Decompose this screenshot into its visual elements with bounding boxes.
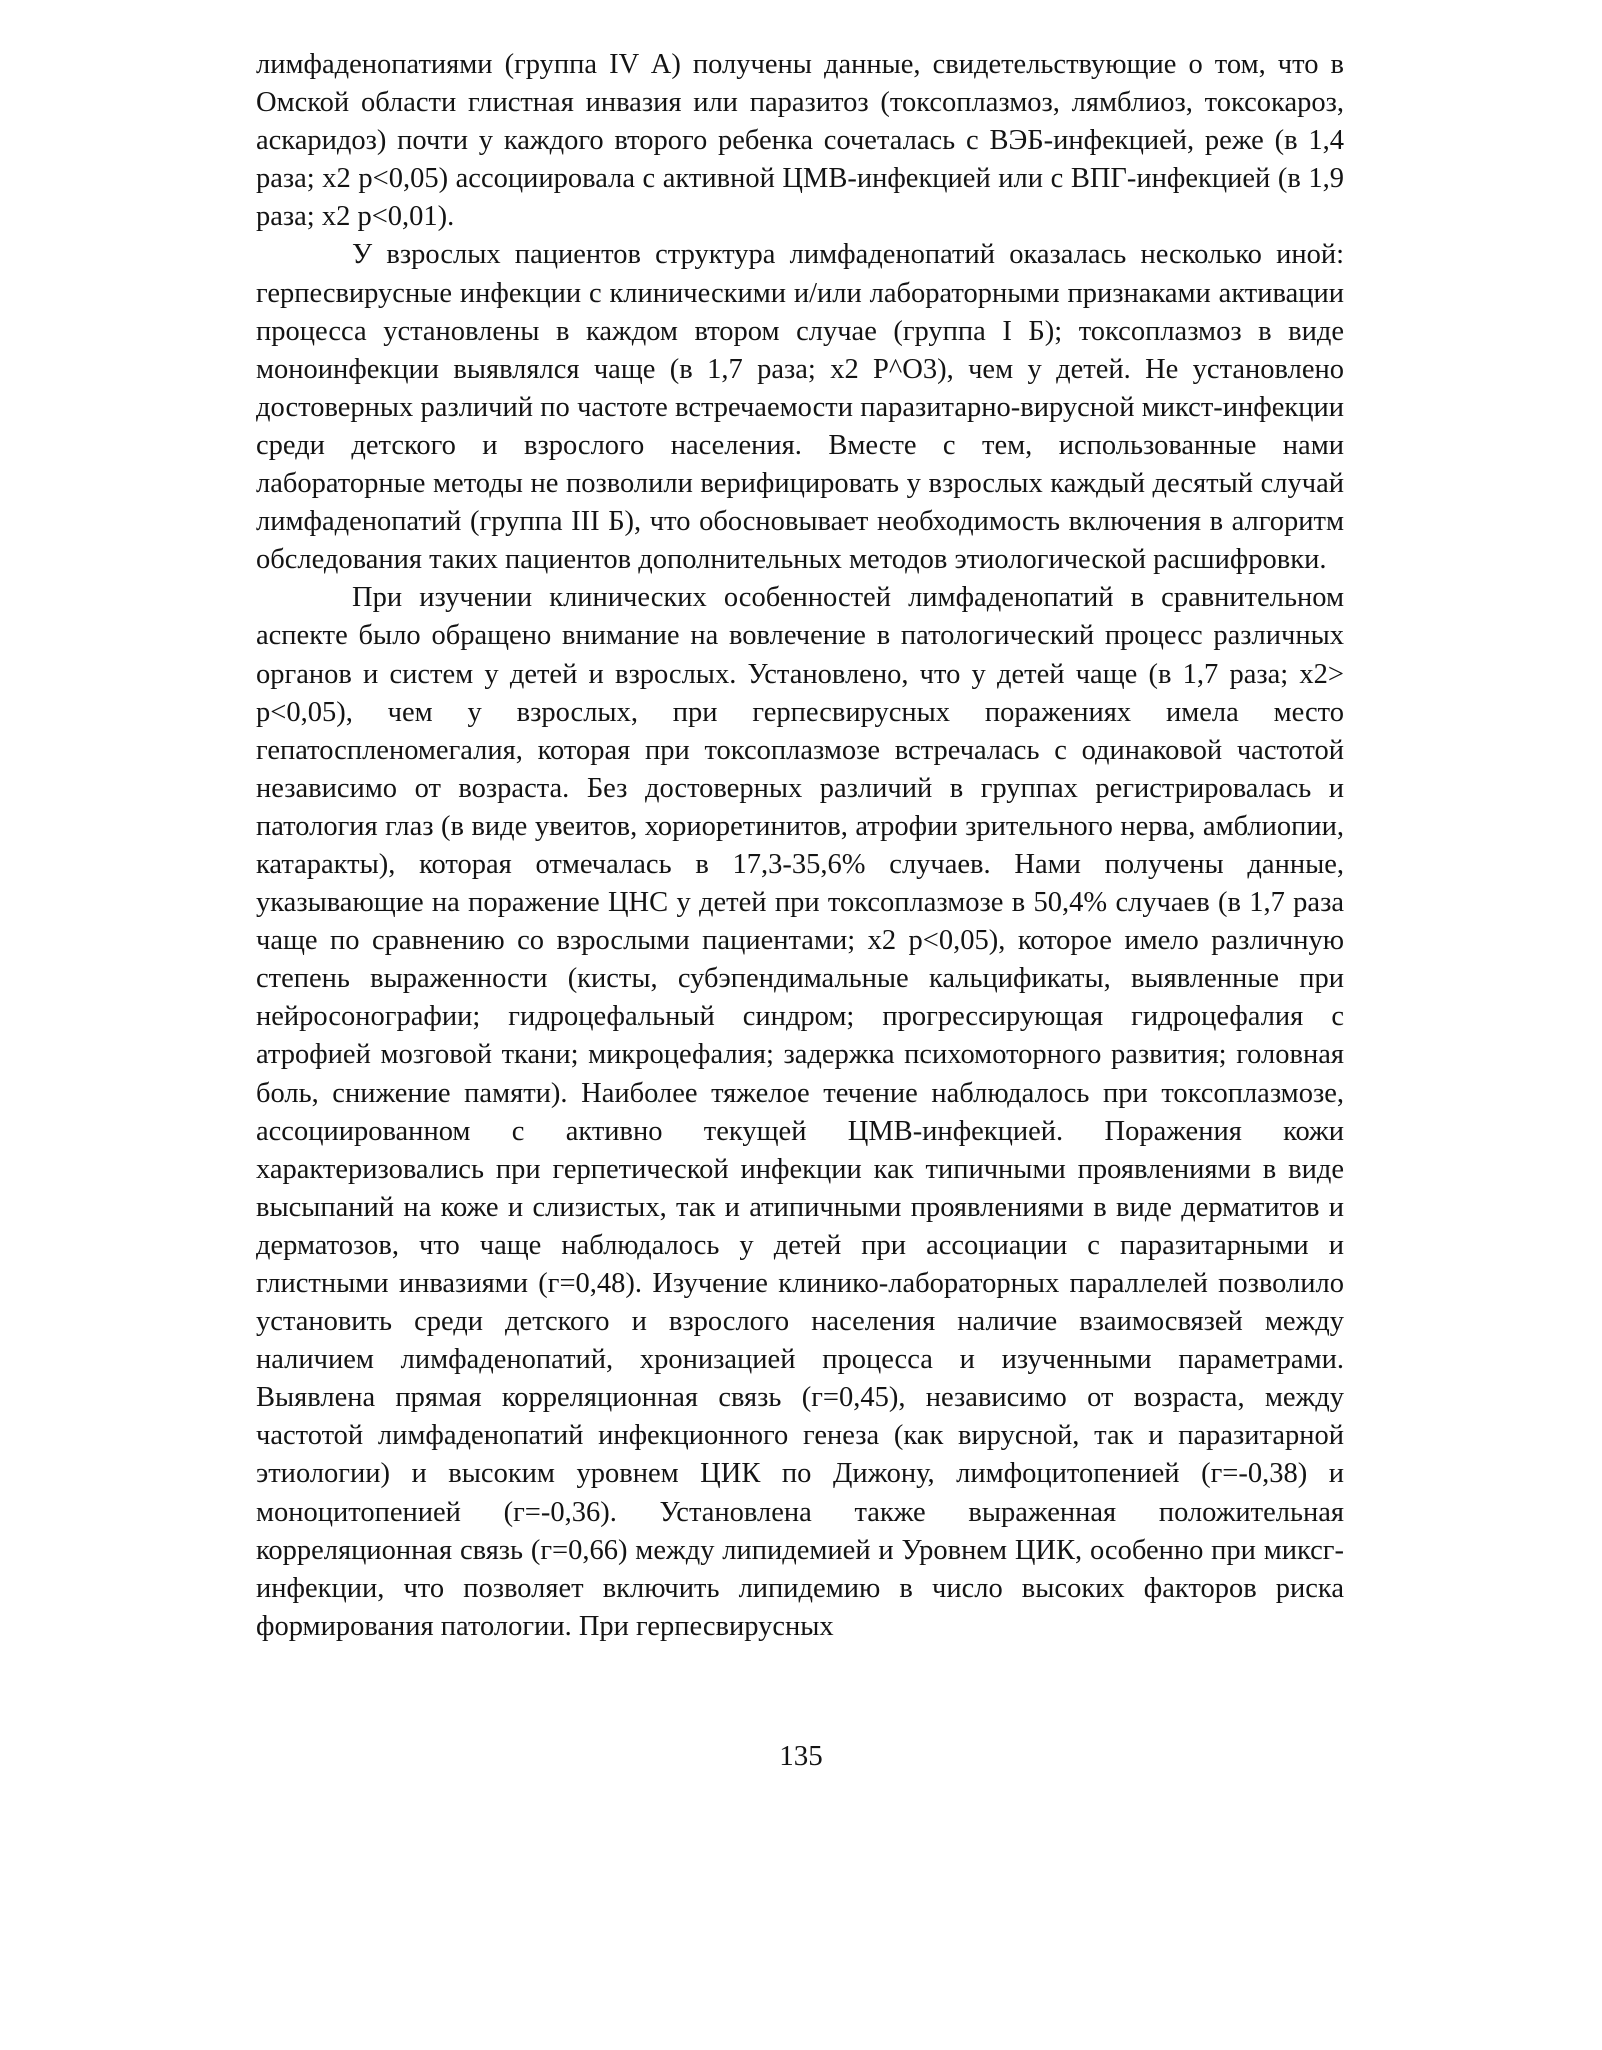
body-text [256, 46, 1344, 1646]
page-number: 135 [779, 1740, 823, 1772]
paragraph-1: лимфаденопатиями (группа IV А) получены данные, свидетельствующие о том, что в Омской области глистная инвазия или паразитоз (токсоплазмоз, лямблиоз, токсокароз, аскаридоз) почти у каждого второго ребенка сочеталась с ВЭБ-инфекцией, реже (в 1,4 раза; x2 p<0,05) ассоциировала с активной ЦМВ-инфекцией или с ВПГ-инфекцией (в 1,9 раза; x2 p<0,01). [256, 49, 1344, 233]
paragraph-3: При изучении клинических особенностей лимфаденопатий в сравнительном аспекте было обращено внимание на вовлечение в патологический процесс различных органов и систем у детей и взрослых. Установлено, что у детей чаще (в 1,7 раза; x2> p<0,05), чем у взрослых, при герпесвирусных поражениях имела место гепатоспленомегалия, которая при токсоплазмозе встречалась с одинаковой частотой независимо от возраста. Без достоверных различий в группах регистрировалась и патология глаз (в виде увеитов, хориоретинитов, атрофии зрительного нерва, амблиопии, катаракты), которая отмечалась в 17,3-35,6% случаев. Нами получены данные, указывающие на поражение ЦНС у детей при токсоплазмозе в 50,4% случаев (в 1,7 раза чаще по сравнению со взрослыми пациентами; x2 p<0,05), которое имело различную степень выраженности (кисты, субэпендимальные кальцификаты, выявленные при нейросонографии; гидроцефальный синдром; прогрессирующая гидроцефалия с атрофией мозговой ткани; микроцефалия; задержка психомоторного развития; головная боль, снижение памяти). Наиболее тяжелое течение наблюдалось при токсоплазмозе, ассоциированном с активно текущей ЦМВ-инфекцией. Поражения кожи характеризовались при герпетической инфекции как типичными проявлениями в виде высыпаний на коже и слизистых, так и атипичными проявлениями в виде дерматитов и дерматозов, что чаще наблюдалось у детей при ассоциации с паразитарными и глистными инвазиями (г=0,48). Изучение клинико-лабораторных параллелей позволило установить среди детского и взрослого населения наличие взаимосвязей между наличием лимфаденопатий, хронизацией процесса и изученными параметрами. Выявлена прямая корреляционная связь (г=0,45), независимо от возраста, между частотой лимфаденопатий инфекционного генеза (как вирусной, так и паразитарной этиологии) и высоким уровнем ЦИК по Дижону, лимфоцитопенией (г=-0,38) и моноцитопенией (г=-0,36). Установлена также выраженная положительная корреляционная связь (г=0,66) между липидемией и Уровнем ЦИК, особенно при миксг-инфекции, что позволяет включить липидемию в число высоких факторов риска формирования патологии. При герпесвирусных [256, 582, 1344, 1642]
paragraph-2: У взрослых пациентов структура лимфаденопатий оказалась несколько иной: герпесвирусные инфекции с клиническими и/или лабораторными признаками активации процесса установлены в каждом втором случае (группа I Б); токсоплазмоз в виде моноинфекции выявлялся чаще (в 1,7 раза; x2 P^O3), чем у детей. Не установлено достоверных различий по частоте встречаемости паразитарно-вирусной микст-инфекции среди детского и взрослого населения. Вместе с тем, использованные нами лабораторные методы не позволили верифицировать у взрослых каждый десятый случай лимфаденопатий (группа III Б), что обосновывает необходимость включения в алгоритм обследования таких пациентов дополнительных методов этиологической расшифровки. [256, 239, 1344, 576]
